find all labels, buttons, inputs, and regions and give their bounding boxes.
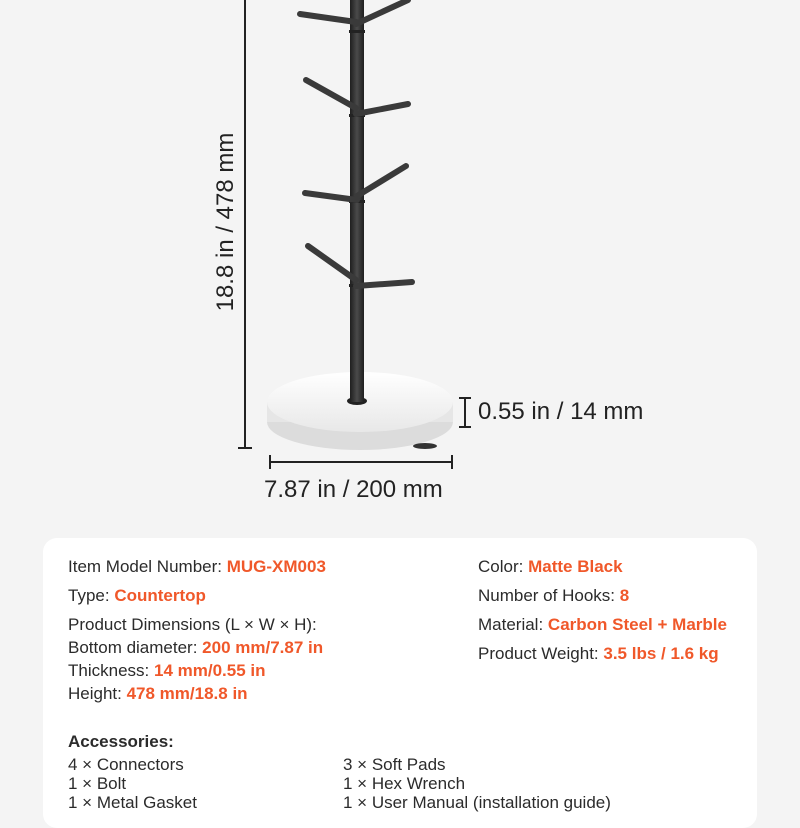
accessories-title: Accessories:	[68, 732, 174, 751]
spec-value: Matte Black	[528, 557, 623, 576]
accessory-item: 1 × Metal Gasket	[68, 793, 197, 812]
spec-thickness	[68, 661, 266, 681]
accessory-item: 1 × Bolt	[68, 774, 127, 793]
thickness-dimension-label: 0.55 in / 14 mm	[478, 398, 644, 425]
width-dimension-line	[270, 455, 452, 469]
spec-label: Thickness:	[68, 661, 154, 680]
spec-label: Number of Hooks:	[478, 586, 620, 605]
height-dimension-line	[238, 0, 252, 448]
spec-label: Bottom diameter:	[68, 638, 203, 657]
spec-hooks	[478, 586, 629, 606]
spec-material	[478, 615, 727, 635]
spec-dimensions-heading	[68, 615, 317, 635]
spec-value: 478 mm/18.8 in	[126, 684, 248, 703]
spec-label: Height:	[68, 684, 127, 703]
spec-value: Carbon Steel + Marble	[547, 615, 727, 634]
accessory-item: 1 × User Manual (installation guide)	[343, 793, 611, 812]
spec-label: Product Weight:	[478, 644, 604, 663]
spec-value: 8	[619, 586, 630, 605]
spec-model-number	[68, 557, 326, 577]
spec-label: Color:	[478, 557, 529, 576]
accessory-item: 1 × Hex Wrench	[343, 774, 466, 793]
height-dimension-label: 18.8 in / 478 mm	[212, 132, 239, 312]
spec-type	[68, 586, 206, 606]
spec-label: Material:	[478, 615, 548, 634]
spec-value: 3.5 lbs / 1.6 kg	[603, 644, 719, 663]
spec-value: Countertop	[114, 586, 206, 605]
width-dimension-label: 7.87 in / 200 mm	[264, 476, 443, 503]
accessory-item: 4 × Connectors	[68, 755, 184, 774]
spec-card	[43, 538, 757, 828]
spec-value: MUG-XM003	[226, 557, 326, 576]
spec-label: Type:	[68, 586, 115, 605]
spec-value: 14 mm/0.55 in	[153, 661, 266, 680]
spec-weight	[478, 644, 719, 664]
spec-label: Product Dimensions (L × W × H):	[68, 615, 317, 634]
spec-bottom-diameter	[68, 638, 323, 658]
spec-height	[68, 684, 248, 704]
spec-value: 200 mm/7.87 in	[202, 638, 324, 657]
spec-color	[478, 557, 623, 577]
spec-label: Item Model Number:	[68, 557, 227, 576]
accessory-item: 3 × Soft Pads	[343, 755, 446, 774]
thickness-dimension-marker	[459, 398, 471, 427]
